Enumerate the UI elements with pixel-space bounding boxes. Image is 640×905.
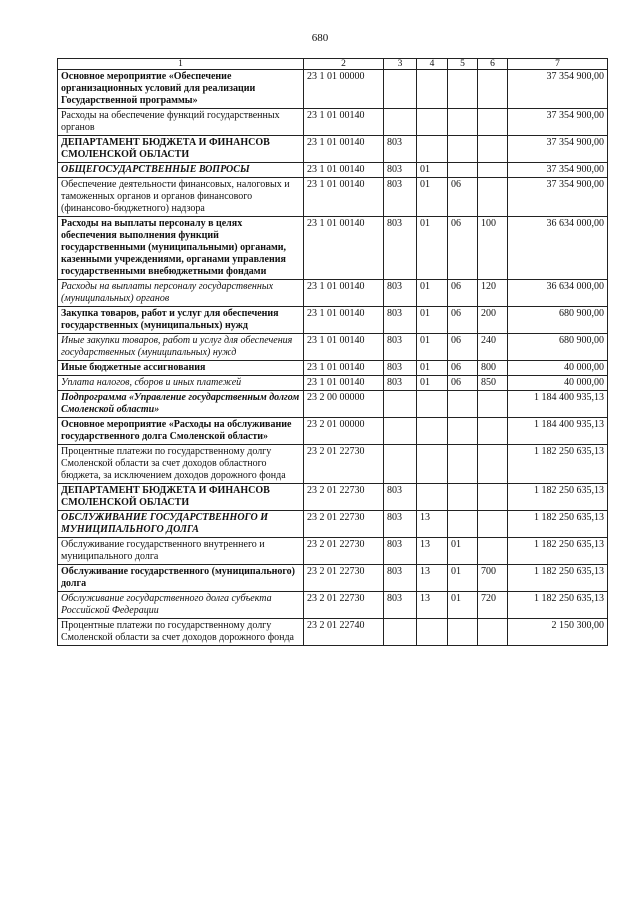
row-amount-cell: 37 354 900,00 (508, 136, 608, 163)
row-amount-cell: 1 182 250 635,13 (508, 592, 608, 619)
row-subsection-cell (448, 163, 478, 178)
row-expense-type-cell: 720 (478, 592, 508, 619)
row-dept-cell: 803 (384, 178, 417, 217)
row-dept-cell: 803 (384, 280, 417, 307)
table-row (58, 178, 608, 217)
row-dept-cell: 803 (384, 592, 417, 619)
row-section-cell: 01 (417, 361, 448, 376)
row-dept-cell: 803 (384, 538, 417, 565)
col-header-2: 2 (304, 59, 384, 70)
table-row (58, 217, 608, 280)
row-amount-cell: 1 184 400 935,13 (508, 418, 608, 445)
row-section-cell: 13 (417, 565, 448, 592)
row-expense-type-cell: 700 (478, 565, 508, 592)
row-expense-type-cell (478, 178, 508, 217)
row-subsection-cell: 06 (448, 376, 478, 391)
row-amount-cell: 1 184 400 935,13 (508, 391, 608, 418)
row-name-cell: Основное мероприятие «Обеспечение организационных условий для реализации Государственной программы» (58, 70, 304, 109)
table-row (58, 136, 608, 163)
row-name-cell: Иные бюджетные ассигнования (58, 361, 304, 376)
row-expense-type-cell (478, 418, 508, 445)
row-section-cell (417, 445, 448, 484)
row-subsection-cell (448, 70, 478, 109)
col-header-4: 4 (417, 59, 448, 70)
row-dept-cell: 803 (384, 136, 417, 163)
row-amount-cell: 37 354 900,00 (508, 109, 608, 136)
row-subsection-cell (448, 391, 478, 418)
table-row (58, 163, 608, 178)
table-row (58, 391, 608, 418)
header-row (58, 59, 608, 70)
row-expense-type-cell (478, 391, 508, 418)
row-amount-cell: 1 182 250 635,13 (508, 511, 608, 538)
table-row (58, 538, 608, 565)
row-subsection-cell: 06 (448, 361, 478, 376)
row-expense-type-cell (478, 163, 508, 178)
row-subsection-cell (448, 418, 478, 445)
row-section-cell: 01 (417, 307, 448, 334)
row-section-cell (417, 484, 448, 511)
row-dept-cell (384, 109, 417, 136)
row-subsection-cell (448, 619, 478, 646)
row-subsection-cell: 06 (448, 217, 478, 280)
row-section-cell: 01 (417, 178, 448, 217)
table-row (58, 361, 608, 376)
row-amount-cell: 37 354 900,00 (508, 70, 608, 109)
row-amount-cell: 1 182 250 635,13 (508, 565, 608, 592)
row-amount-cell: 2 150 300,00 (508, 619, 608, 646)
row-amount-cell: 37 354 900,00 (508, 178, 608, 217)
row-expense-type-cell: 800 (478, 361, 508, 376)
row-expense-type-cell: 200 (478, 307, 508, 334)
table-row (58, 280, 608, 307)
row-expense-type-cell (478, 109, 508, 136)
row-section-cell (417, 136, 448, 163)
row-code-cell: 23 2 00 00000 (304, 391, 384, 418)
row-code-cell: 23 2 01 22730 (304, 445, 384, 484)
row-name-cell: Подпрограмма «Управление государственным долгом Смоленской области» (58, 391, 304, 418)
row-section-cell: 13 (417, 592, 448, 619)
row-code-cell: 23 1 01 00140 (304, 109, 384, 136)
row-name-cell: ОБСЛУЖИВАНИЕ ГОСУДАРСТВЕННОГО И МУНИЦИПАЛЬНОГО ДОЛГА (58, 511, 304, 538)
row-name-cell: ДЕПАРТАМЕНТ БЮДЖЕТА И ФИНАНСОВ СМОЛЕНСКОЙ ОБЛАСТИ (58, 136, 304, 163)
table-row (58, 376, 608, 391)
row-expense-type-cell (478, 445, 508, 484)
row-dept-cell: 803 (384, 217, 417, 280)
row-name-cell: Обслуживание государственного внутреннего и муниципального долга (58, 538, 304, 565)
row-dept-cell: 803 (384, 334, 417, 361)
row-amount-cell: 40 000,00 (508, 361, 608, 376)
row-code-cell: 23 1 01 00140 (304, 334, 384, 361)
row-code-cell: 23 2 01 22730 (304, 511, 384, 538)
row-dept-cell: 803 (384, 484, 417, 511)
row-section-cell: 01 (417, 280, 448, 307)
row-dept-cell (384, 445, 417, 484)
row-section-cell (417, 619, 448, 646)
table-row (58, 619, 608, 646)
row-name-cell: Обеспечение деятельности финансовых, налоговых и таможенных органов и органов финансового (финансово-бюджетного) надзора (58, 178, 304, 217)
row-expense-type-cell (478, 538, 508, 565)
row-section-cell: 01 (417, 334, 448, 361)
row-dept-cell: 803 (384, 163, 417, 178)
col-header-6: 6 (478, 59, 508, 70)
table-row (58, 592, 608, 619)
row-section-cell: 01 (417, 217, 448, 280)
row-code-cell: 23 1 01 00140 (304, 136, 384, 163)
row-expense-type-cell (478, 511, 508, 538)
row-code-cell: 23 1 01 00000 (304, 70, 384, 109)
row-name-cell: Процентные платежи по государственному долгу Смоленской области за счет доходов дорожного фонда (58, 619, 304, 646)
row-code-cell: 23 1 01 00140 (304, 217, 384, 280)
budget-table (57, 58, 608, 646)
row-subsection-cell: 01 (448, 565, 478, 592)
row-dept-cell (384, 619, 417, 646)
row-amount-cell: 36 634 000,00 (508, 217, 608, 280)
row-amount-cell: 1 182 250 635,13 (508, 538, 608, 565)
row-name-cell: ДЕПАРТАМЕНТ БЮДЖЕТА И ФИНАНСОВ СМОЛЕНСКОЙ ОБЛАСТИ (58, 484, 304, 511)
row-section-cell: 01 (417, 163, 448, 178)
col-header-7: 7 (508, 59, 608, 70)
row-code-cell: 23 2 01 22730 (304, 592, 384, 619)
row-dept-cell (384, 418, 417, 445)
table-row (58, 565, 608, 592)
row-expense-type-cell (478, 70, 508, 109)
row-dept-cell: 803 (384, 376, 417, 391)
row-name-cell: Закупка товаров, работ и услуг для обеспечения государственных (муниципальных) нужд (58, 307, 304, 334)
row-expense-type-cell (478, 484, 508, 511)
row-code-cell: 23 1 01 00140 (304, 361, 384, 376)
table-row (58, 307, 608, 334)
row-name-cell: Основное мероприятие «Расходы на обслуживание государственного долга Смоленской области» (58, 418, 304, 445)
row-name-cell: Уплата налогов, сборов и иных платежей (58, 376, 304, 391)
col-header-3: 3 (384, 59, 417, 70)
row-dept-cell (384, 391, 417, 418)
row-code-cell: 23 1 01 00140 (304, 178, 384, 217)
row-section-cell: 01 (417, 376, 448, 391)
row-name-cell: Расходы на выплаты персоналу государственных (муниципальных) органов (58, 280, 304, 307)
row-subsection-cell: 06 (448, 334, 478, 361)
row-code-cell: 23 1 01 00140 (304, 376, 384, 391)
row-code-cell: 23 2 01 22730 (304, 538, 384, 565)
row-amount-cell: 680 900,00 (508, 334, 608, 361)
row-subsection-cell: 01 (448, 538, 478, 565)
row-code-cell: 23 2 01 22730 (304, 565, 384, 592)
row-code-cell: 23 2 01 00000 (304, 418, 384, 445)
row-code-cell: 23 1 01 00140 (304, 163, 384, 178)
row-name-cell: Процентные платежи по государственному долгу Смоленской области за счет доходов областного бюджета, за исключением доходов дорожного фонда (58, 445, 304, 484)
row-amount-cell: 37 354 900,00 (508, 163, 608, 178)
row-dept-cell: 803 (384, 307, 417, 334)
table-row (58, 484, 608, 511)
table-row (58, 334, 608, 361)
row-expense-type-cell (478, 136, 508, 163)
row-dept-cell: 803 (384, 361, 417, 376)
row-expense-type-cell: 120 (478, 280, 508, 307)
row-subsection-cell (448, 484, 478, 511)
table-row (58, 445, 608, 484)
row-amount-cell: 680 900,00 (508, 307, 608, 334)
row-subsection-cell (448, 136, 478, 163)
col-header-5: 5 (448, 59, 478, 70)
row-expense-type-cell: 850 (478, 376, 508, 391)
page-number: 680 (311, 32, 329, 44)
row-section-cell (417, 70, 448, 109)
row-amount-cell: 36 634 000,00 (508, 280, 608, 307)
row-section-cell (417, 418, 448, 445)
row-name-cell: ОБЩЕГОСУДАРСТВЕННЫЕ ВОПРОСЫ (58, 163, 304, 178)
row-section-cell (417, 109, 448, 136)
col-header-1: 1 (58, 59, 304, 70)
row-subsection-cell: 01 (448, 592, 478, 619)
row-dept-cell: 803 (384, 511, 417, 538)
table-row (58, 511, 608, 538)
row-code-cell: 23 2 01 22730 (304, 484, 384, 511)
row-name-cell: Обслуживание государственного долга субъекта Российской Федерации (58, 592, 304, 619)
row-expense-type-cell: 240 (478, 334, 508, 361)
row-subsection-cell (448, 109, 478, 136)
row-name-cell: Расходы на выплаты персоналу в целях обеспечения выполнения функций государственными (муниципальными) органами, казенными учреждениями, органами управления государственными внебюджетными фондами (58, 217, 304, 280)
table-row (58, 109, 608, 136)
row-subsection-cell (448, 511, 478, 538)
row-subsection-cell: 06 (448, 307, 478, 334)
row-name-cell: Иные закупки товаров, работ и услуг для обеспечения государственных (муниципальных) нужд (58, 334, 304, 361)
table-row (58, 70, 608, 109)
row-section-cell (417, 391, 448, 418)
row-subsection-cell: 06 (448, 178, 478, 217)
row-subsection-cell: 06 (448, 280, 478, 307)
row-dept-cell: 803 (384, 565, 417, 592)
table-row (58, 418, 608, 445)
row-section-cell: 13 (417, 538, 448, 565)
row-name-cell: Обслуживание государственного (муниципального) долга (58, 565, 304, 592)
table-body (58, 70, 608, 646)
row-amount-cell: 1 182 250 635,13 (508, 445, 608, 484)
row-section-cell: 13 (417, 511, 448, 538)
row-amount-cell: 1 182 250 635,13 (508, 484, 608, 511)
row-code-cell: 23 1 01 00140 (304, 307, 384, 334)
row-subsection-cell (448, 445, 478, 484)
row-expense-type-cell (478, 619, 508, 646)
row-amount-cell: 40 000,00 (508, 376, 608, 391)
row-code-cell: 23 1 01 00140 (304, 280, 384, 307)
row-name-cell: Расходы на обеспечение функций государственных органов (58, 109, 304, 136)
row-code-cell: 23 2 01 22740 (304, 619, 384, 646)
row-expense-type-cell: 100 (478, 217, 508, 280)
row-dept-cell (384, 70, 417, 109)
